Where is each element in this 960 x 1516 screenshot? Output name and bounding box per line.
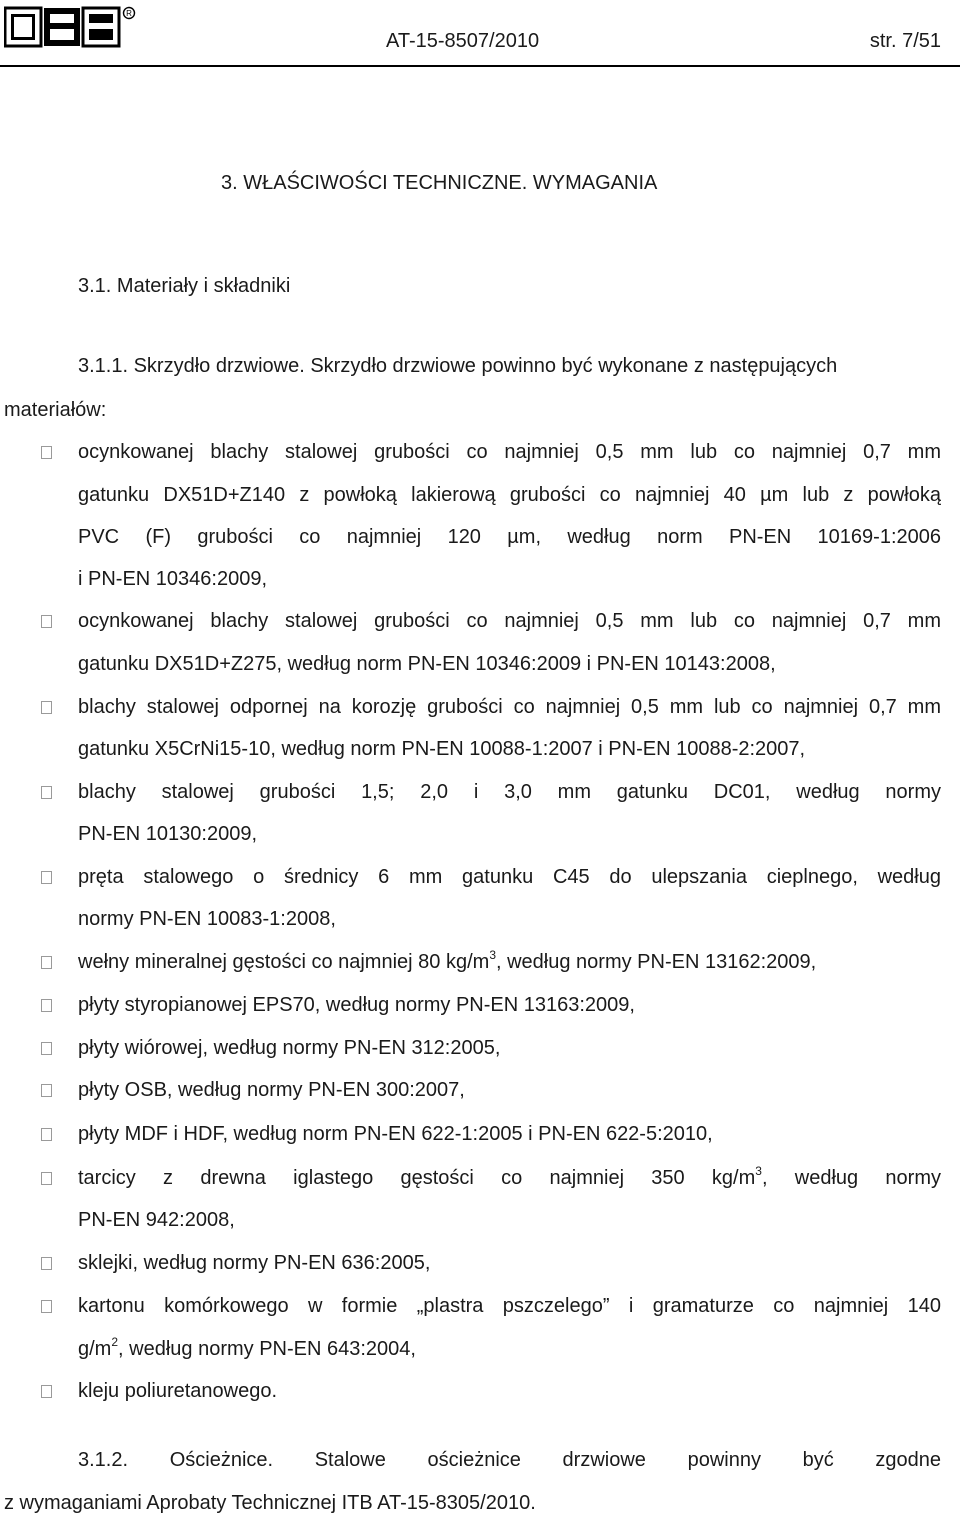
list-item-2-line-1: ocynkowanej blachy stalowej grubości co najmniej 0,5 mm lub co najmniej 0,7 mm [78,610,941,632]
list-item-8-line-1: płyty wiórowej, według normy PN-EN 312:2005, [78,1037,501,1059]
list-item-5-line-2: normy PN-EN 10083-1:2008, [78,908,336,930]
intro-line-2: materiałów: [4,399,107,421]
list-item-13-line-1: kartonu komórkowego w formie „plastra pszczelego” i gramaturze co najmniej 140 [78,1295,941,1317]
list-item-10-line-1: płyty MDF i HDF, według norm PN-EN 622-1:2005 i PN-EN 622-5:2010, [78,1123,713,1145]
outro-line-2: z wymaganiami Aprobaty Technicznej ITB AT-15-8305/2010. [4,1492,536,1514]
bullet-marker [41,786,52,799]
bullet-marker [41,1172,52,1185]
list-item-3-line-1: blachy stalowej odpornej na korozję grubości co najmniej 0,5 mm lub co najmniej 0,7 mm [78,696,941,718]
document-id: AT-15-8507/2010 [386,30,540,52]
bullet-marker [41,1042,52,1055]
list-item-9-line-1: płyty OSB, według normy PN-EN 300:2007, [78,1079,465,1101]
list-item-3-line-2: gatunku X5CrNi15-10, według norm PN-EN 10088-1:2007 i PN-EN 10088-2:2007, [78,738,806,760]
bullet-marker [41,701,52,714]
list-item-14-line-1: kleju poliuretanowego. [78,1380,278,1402]
section-heading: 3. WŁAŚCIWOŚCI TECHNICZNE. WYMAGANIA [221,172,658,194]
list-item-4-line-2: PN-EN 10130:2009, [78,823,258,845]
outro-line-1: 3.1.2. Ościeżnice. Stalowe ościeżnice drzwiowe powinny być zgodne [78,1449,941,1471]
bullet-marker [41,1084,52,1097]
list-item-13-line-2: $g/m^2$, według normy PN-EN 643:2004, [78,1335,416,1360]
bullet-marker [41,1128,52,1141]
subsection-heading: 3.1. Materiały i składniki [78,275,291,297]
page-number: str. 7/51 [869,30,941,52]
list-item-1-line-1: ocynkowanej blachy stalowej grubości co najmniej 0,5 mm lub co najmniej 0,7 mm [78,441,941,463]
svg-text:R: R [126,9,132,18]
list-item-11-line-1: tarcicy z drewna iglastego gęstości co najmniej 350 $kg/m^3$, według normy [78,1164,941,1189]
itb-logo [4,4,136,50]
bullet-marker [41,1257,52,1270]
list-item-11-line-2: PN-EN 942:2008, [78,1209,235,1231]
bullet-marker [41,615,52,628]
list-item-1-line-2: gatunku DX51D+Z140 z powłoką lakierową grubości co najmniej 40 µm lub z powłoką [78,484,941,506]
bullet-marker [41,956,52,969]
bullet-marker [41,1385,52,1398]
bullet-marker [41,871,52,884]
list-item-5-line-1: pręta stalowego o średnicy 6 mm gatunku C45 do ulepszania cieplnego, według [78,866,941,888]
list-item-2-line-2: gatunku DX51D+Z275, według norm PN-EN 10346:2009 i PN-EN 10143:2008, [78,653,776,675]
intro-line-1: 3.1.1. Skrzydło drzwiowe. Skrzydło drzwiowe powinno być wykonane z następujących [78,355,838,377]
header-rule [0,65,960,67]
list-item-4-line-1: blachy stalowej grubości 1,5; 2,0 i 3,0 mm gatunku DC01, według normy [78,781,941,803]
list-item-12-line-1: sklejki, według normy PN-EN 636:2005, [78,1252,431,1274]
bullet-marker [41,446,52,459]
list-item-1-line-4: i PN-EN 10346:2009, [78,568,268,590]
list-item-7-line-1: płyty styropianowej EPS70, według normy PN-EN 13163:2009, [78,994,635,1016]
bullet-marker [41,1300,52,1313]
list-item-6-line-1: wełny mineralnej gęstości co najmniej 80 $kg/m^3$, według normy PN-EN 13162:2009, [78,948,817,973]
bullet-marker [41,999,52,1012]
list-item-1-line-3: PVC (F) grubości co najmniej 120 µm, według norm PN-EN 10169-1:2006 [78,526,941,548]
